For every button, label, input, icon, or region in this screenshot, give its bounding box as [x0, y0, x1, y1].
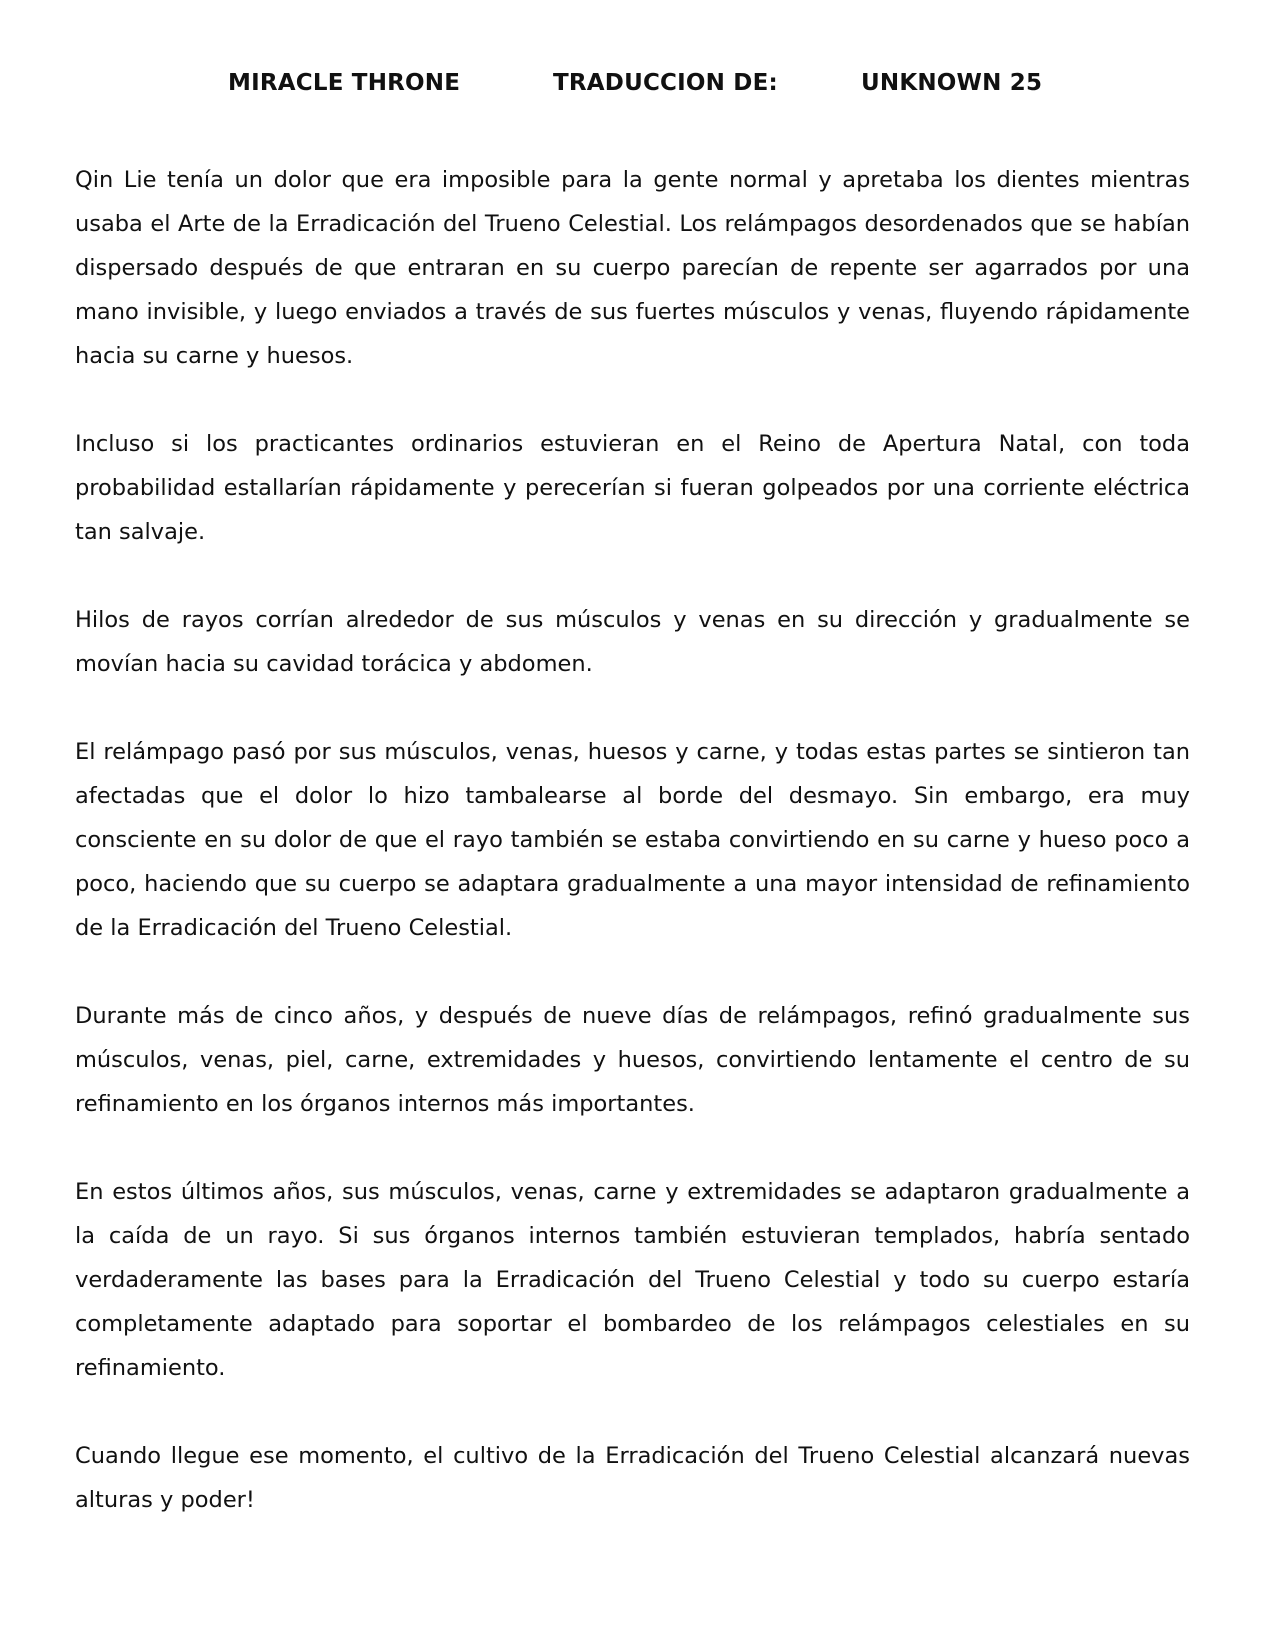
- page-header: [0, 70, 1275, 110]
- paragraph: Hilos de rayos corrían alrededor de sus músculos y venas en su dirección y gradualmente se movían hacia su cavidad torácica y abdomen.: [75, 607, 1190, 677]
- translator-name: UNKNOWN 25: [861, 70, 1043, 96]
- paragraph: Qin Lie tenía un dolor que era imposible para la gente normal y apretaba los dientes mientras usaba el Arte de la Erradicación del Trueno Celestial. Los relámpagos desordenados que se habían dispersado después de que entraran en su cuerpo parecían de repente ser agarrados por una mano invisible, y luego enviados a través de sus fuertes músculos y venas, fluyendo rápidamente hacia su carne y huesos.: [75, 167, 1190, 369]
- paragraph: El relámpago pasó por sus músculos, venas, huesos y carne, y todas estas partes se sintieron tan afectadas que el dolor lo hizo tambalearse al borde del desmayo. Sin embargo, era muy consciente en su dolor de que el rayo también se estaba convirtiendo en su carne y hueso poco a poco, haciendo que su cuerpo se adaptara gradualmente a una mayor intensidad de refinamiento de la Erradicación del Trueno Celestial.: [75, 739, 1190, 941]
- novel-title: MIRACLE THRONE: [228, 70, 461, 96]
- chapter-body: [75, 158, 1190, 1566]
- paragraph: Incluso si los practicantes ordinarios estuvieran en el Reino de Apertura Natal, con toda probabilidad estallarían rápidamente y perecerían si fueran golpeados por una corriente eléctrica tan salvaje.: [75, 431, 1190, 545]
- paragraph: En estos últimos años, sus músculos, venas, carne y extremidades se adaptaron gradualmente a la caída de un rayo. Si sus órganos internos también estuvieran templados, habría sentado verdaderamente las bases para la Erradicación del Trueno Celestial y todo su cuerpo estaría completamente adaptado para soportar el bombardeo de los relámpagos celestiales en su refinamiento.: [75, 1179, 1190, 1381]
- paragraph: Durante más de cinco años, y después de nueve días de relámpagos, refinó gradualmente sus músculos, venas, piel, carne, extremidades y huesos, convirtiendo lentamente el centro de su refinamiento en los órganos internos más importantes.: [75, 1003, 1190, 1117]
- paragraph: Cuando llegue ese momento, el cultivo de la Erradicación del Trueno Celestial alcanzará nuevas alturas y poder!: [75, 1443, 1190, 1513]
- translation-label: TRADUCCION DE:: [553, 70, 778, 96]
